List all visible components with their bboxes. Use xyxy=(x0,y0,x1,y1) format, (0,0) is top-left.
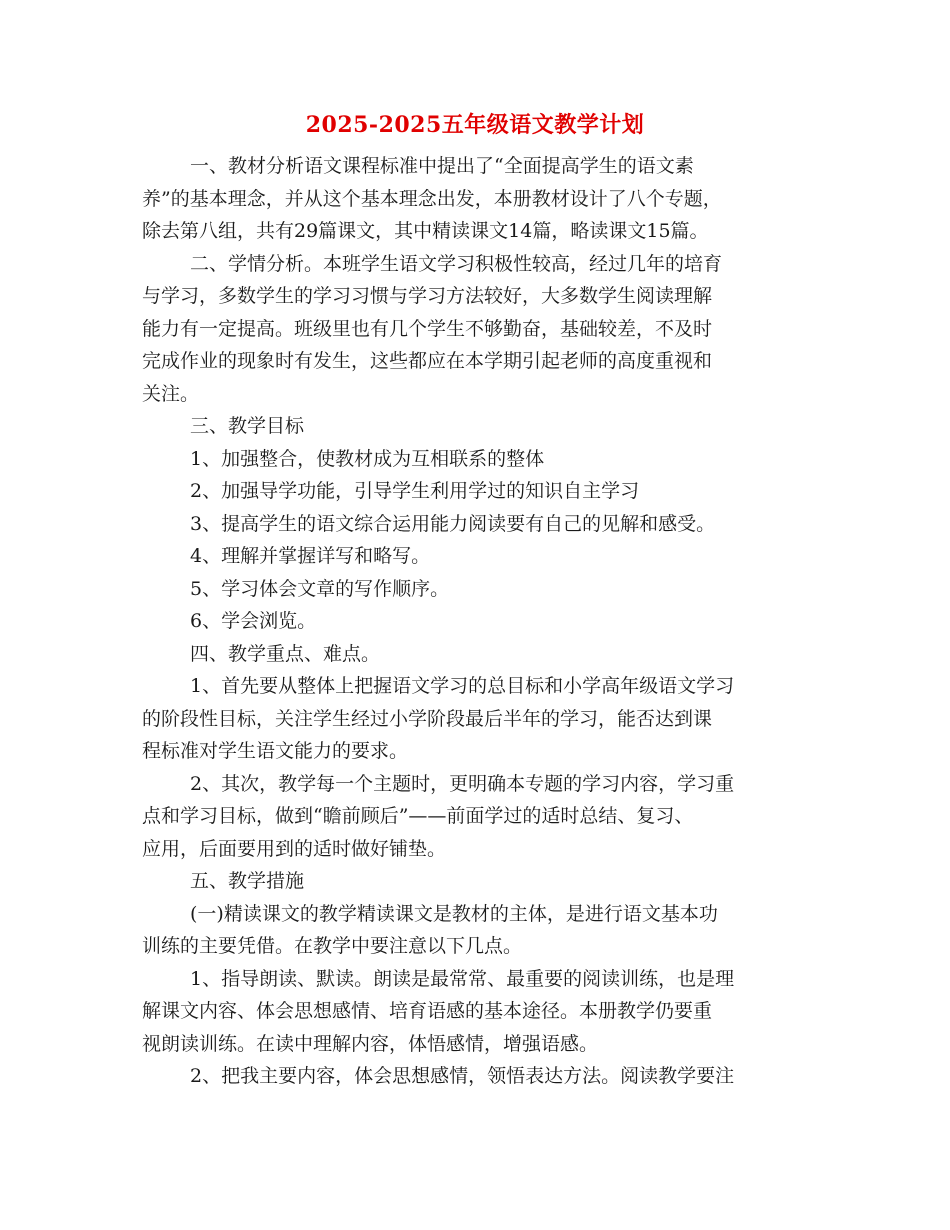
body-line: 2、把我主要内容，体会思想感情，领悟表达方法。阅读教学要注 xyxy=(190,1065,735,1087)
body-line: 三、教学目标 xyxy=(190,415,305,437)
document-title: 2025-2025五年级语文教学计划 xyxy=(305,112,645,138)
body-line: 训练的主要凭借。在教学中要注意以下几点。 xyxy=(142,935,523,957)
body-line: 五、教学措施 xyxy=(190,870,305,892)
body-line: 点和学习目标，做到“瞻前顾后”——前面学过的适时总结、复习、 xyxy=(142,805,694,827)
body-line: 完成作业的现象时有发生，这些都应在本学期引起老师的高度重视和 xyxy=(142,350,713,372)
body-line: 2、加强导学功能，引导学生利用学过的知识自主学习 xyxy=(190,480,640,502)
document-body xyxy=(142,150,814,1093)
body-line: 4、理解并掌握详写和略写。 xyxy=(190,545,431,567)
body-line: 解课文内容、体会思想感情、培育语感的基本途径。本册教学仍要重 xyxy=(142,1000,713,1022)
body-line: 四、教学重点、难点。 xyxy=(190,642,381,665)
body-line: 养”的基本理念，并从这个基本理念出发，本册教材设计了八个专题， xyxy=(142,187,722,210)
body-line: 6、学会浏览。 xyxy=(190,610,317,632)
body-line: 1、首先要从整体上把握语文学习的总目标和小学高年级语文学习 xyxy=(190,675,735,697)
body-line: 程标准对学生语文能力的要求。 xyxy=(142,740,409,762)
body-line: 能力有一定提高。班级里也有几个学生不够勤奋，基础较差，不及时 xyxy=(142,317,713,340)
body-line: 视朗读训练。在读中理解内容，体悟感情，增强语感。 xyxy=(142,1032,599,1055)
body-line: 3、提高学生的语文综合运用能力阅读要有自己的见解和感受。 xyxy=(190,512,716,535)
body-line: 2、其次，教学每一个主题时，更明确本专题的学习内容，学习重 xyxy=(190,772,735,795)
body-line: 5、学习体会文章的写作顺序。 xyxy=(190,577,450,600)
body-line: 除去第八组，共有29篇课文，其中精读课文14篇，略读课文15篇。 xyxy=(142,220,709,242)
body-line: 1、加强整合，使教材成为互相联系的整体 xyxy=(190,447,545,470)
body-line: 一、教材分析语文课程标准中提出了“全面提高学生的语文素 xyxy=(190,155,694,177)
body-line: (一)精读课文的教学精读课文是教材的主体，是进行语文基本功 xyxy=(190,902,718,925)
body-line: 与学习，多数学生的学习习惯与学习方法较好，大多数学生阅读理解 xyxy=(142,285,713,307)
body-line: 二、学情分析。本班学生语文学习积极性较高，经过几年的培育 xyxy=(190,252,723,275)
body-line: 应用，后面要用到的适时做好铺垫。 xyxy=(142,837,447,860)
body-line: 关注。 xyxy=(142,382,200,405)
body-line: 1、指导朗读、默读。朗读是最常常、最重要的阅读训练，也是理 xyxy=(190,967,735,990)
body-line: 的阶段性目标，关注学生经过小学阶段最后半年的学习，能否达到课 xyxy=(142,707,713,730)
